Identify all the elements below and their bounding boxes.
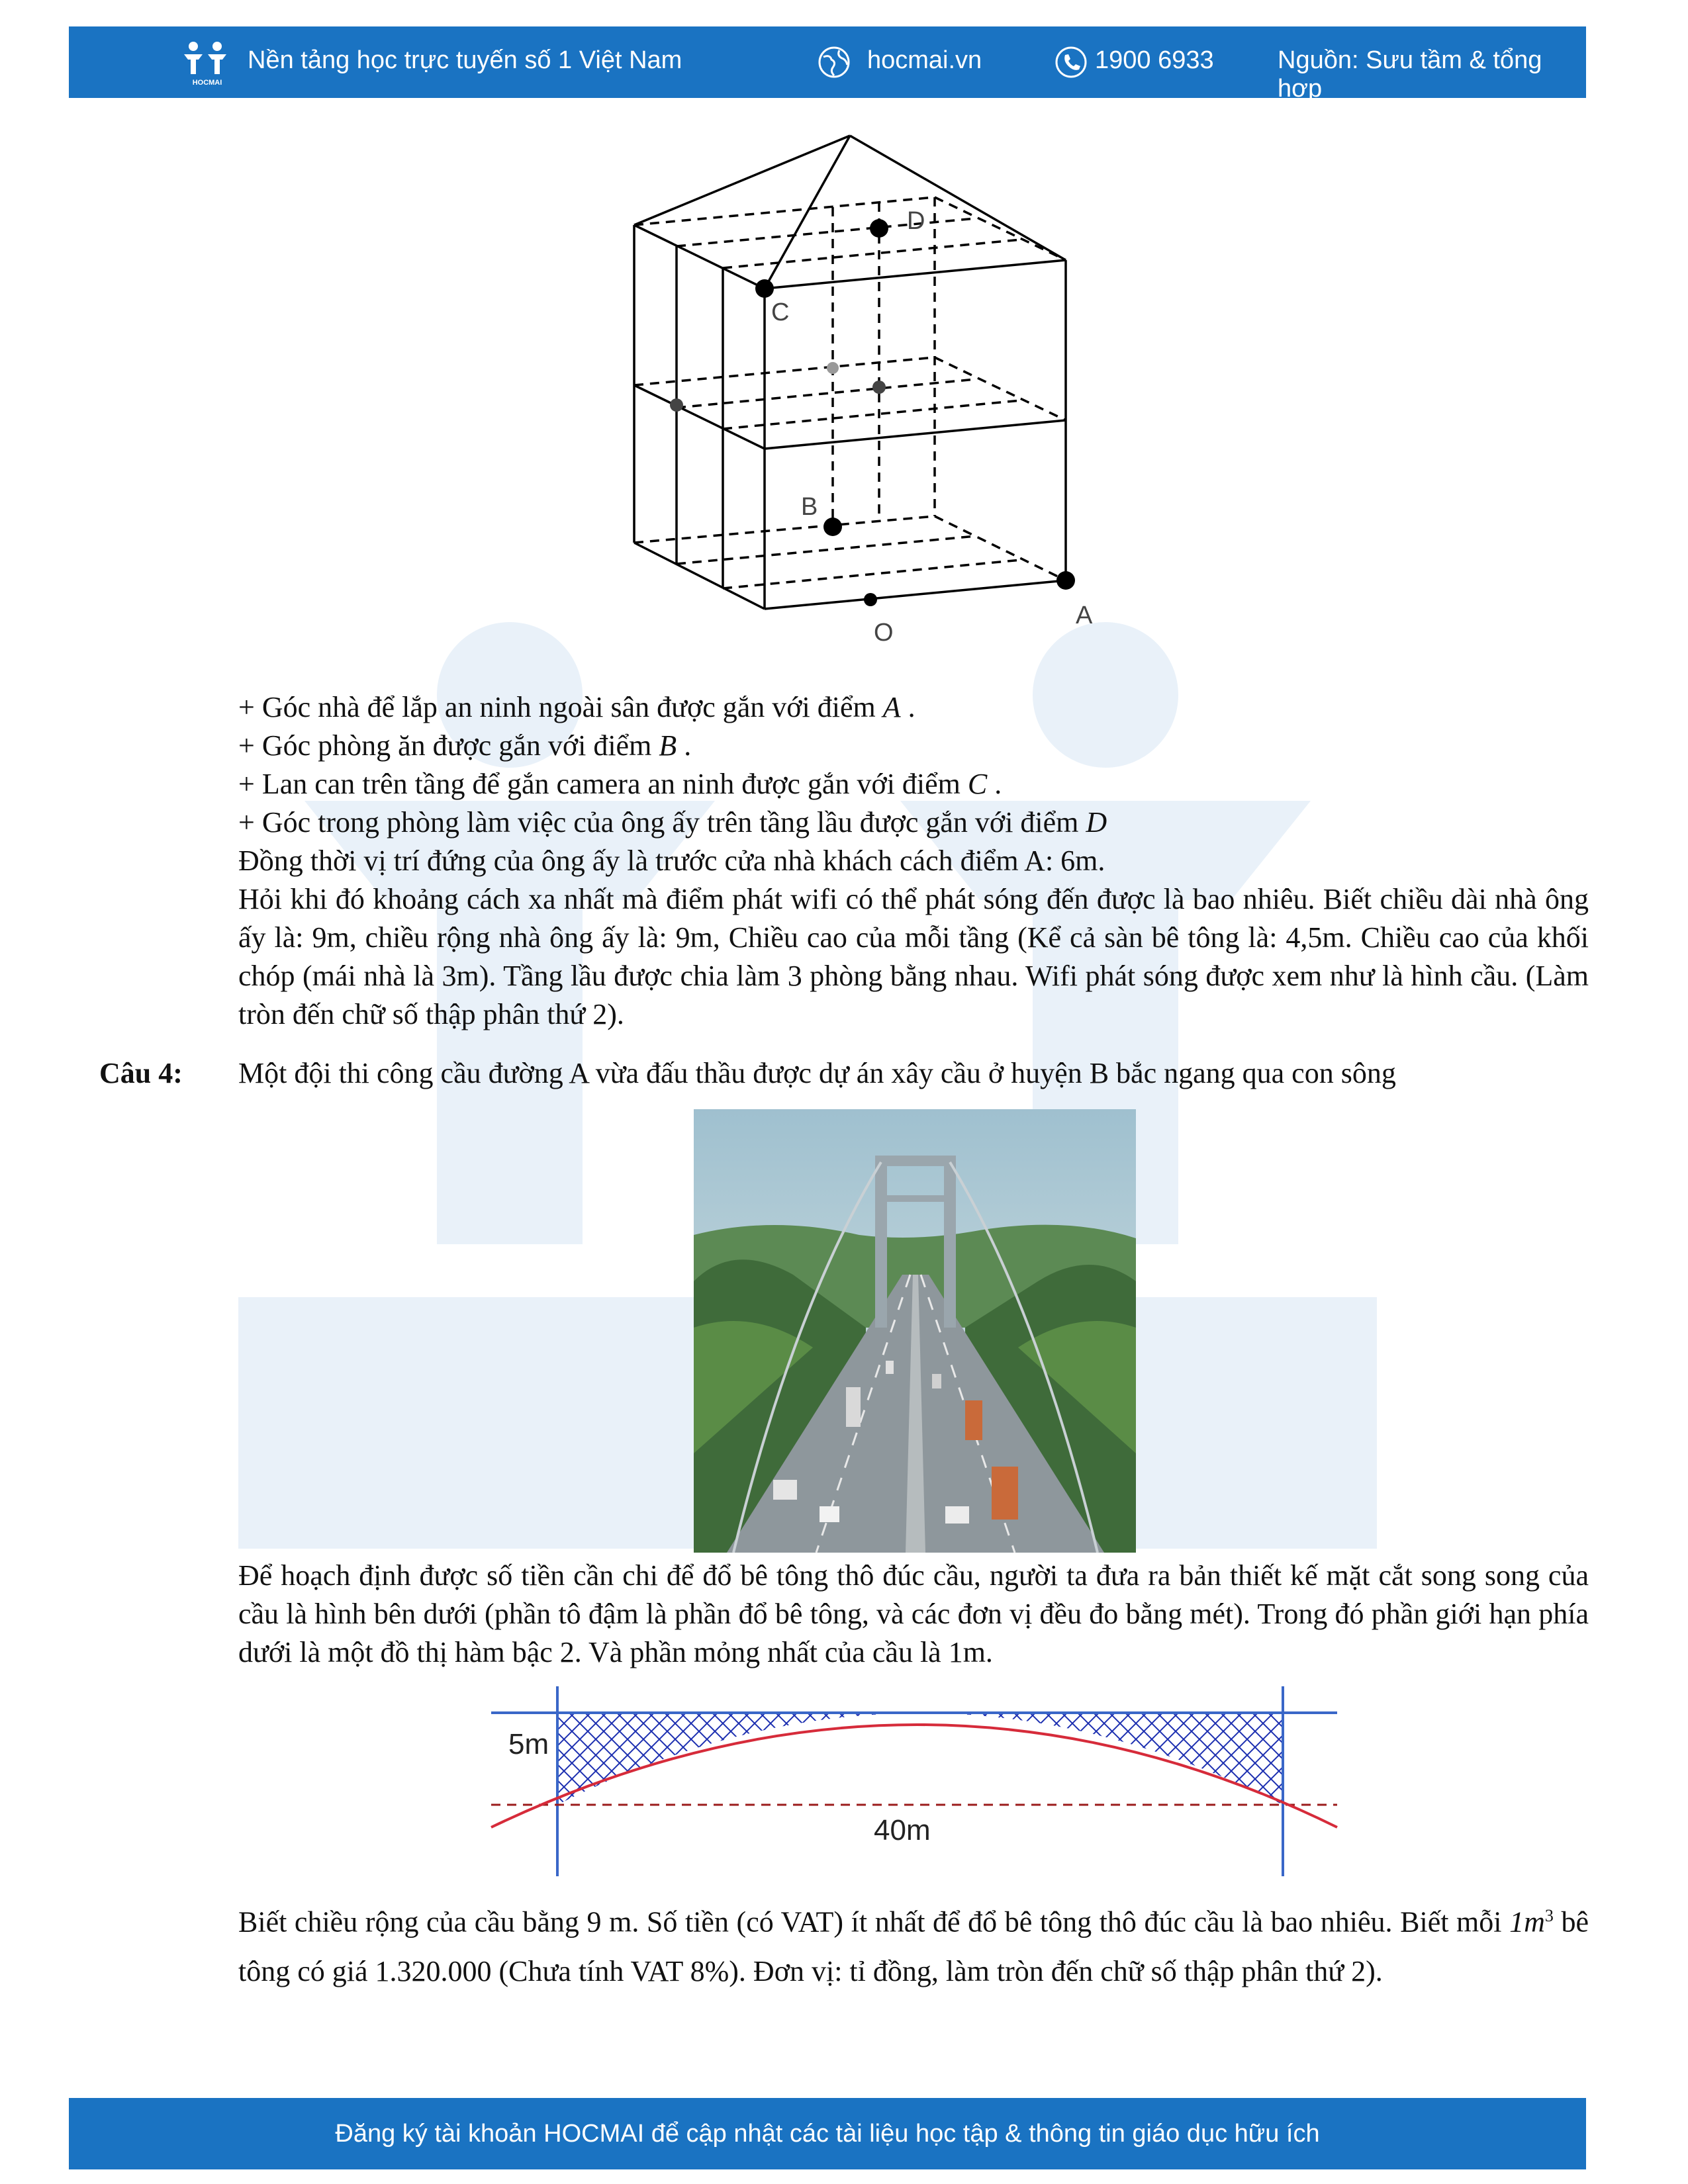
q3-line-3: + Lan can trên tầng để gắn camera an ninh được gắn với điểm C . — [238, 768, 1002, 800]
hocmai-logo-icon — [180, 40, 234, 87]
q4-intro: Một đội thi công cầu đường A vừa đấu thầu được dự án xây cầu ở huyện B bắc ngang qua con sông — [238, 1057, 1396, 1089]
label-b: B — [801, 493, 818, 521]
q3-line-4: + Góc trong phòng làm việc của ông ấy trên tầng lầu được gắn với điểm D — [238, 806, 1107, 839]
house-diagram — [596, 126, 1139, 655]
header-phone[interactable]: 1900 6933 — [1095, 46, 1214, 74]
header-tagline: Nền tảng học trực tuyến số 1 Việt Nam — [248, 46, 682, 74]
q4-paragraph: Để hoạch định được số tiền cần chi để đổ bê tông thô đúc cầu, người ta đưa ra bản thiết kế mặt cắt song song của cầu là hình bên dưới (phần tô đậm là phần đổ bê tông, và các đơn vị đều đo bằng mét). Trong đó phần giới hạn phía dưới là một đồ thị hàm bậc 2. Và phần mỏng nhất của cầu là 1m. — [238, 1559, 1589, 1668]
q3-line-5: Đồng thời vị trí đứng của ông ấy là trước cửa nhà khách cách điểm A: 6m. — [238, 844, 1105, 877]
label-d: D — [907, 207, 925, 235]
length-label: 40m — [874, 1814, 931, 1846]
bottom-banner[interactable]: Đăng ký tài khoản HOCMAI để cập nhật các tài liệu học tập & thông tin giáo dục hữu ích — [69, 2098, 1586, 2169]
bridge-photo — [694, 1109, 1136, 1553]
height-label: 5m — [508, 1728, 549, 1760]
label-c: C — [771, 298, 790, 326]
q3-line-2: + Góc phòng ăn được gắn với điểm B . — [238, 729, 692, 762]
header-website-link[interactable]: hocmai.vn — [867, 46, 982, 74]
q4-label: Câu 4: — [99, 1057, 183, 1089]
phone-icon — [1054, 45, 1088, 79]
q3-paragraph: Hỏi khi đó khoảng cách xa nhất mà điểm phát wifi có thể phát sóng đến được là bao nhiêu. Biết chiều dài nhà ông ấy là: 9m, chiều rộng nhà ông ấy là: 9m, Chiều cao của mỗi tầng (Kể cả sàn bê tông là: 4,5m. Chiều cao của khối chóp (mái nhà là 3m). Tầng lầu được chia làm 3 phòng bằng nhau. Wifi phát sóng được xem như là hình cầu. (Làm tròn đến chữ số thập phân thứ 2). — [238, 883, 1589, 1030]
header-source: Nguồn: Sưu tầm & tổng hợp — [1278, 46, 1542, 103]
label-o: O — [874, 619, 894, 647]
q4-final-paragraph: Biết chiều rộng của cầu bằng 9 m. Số tiền (có VAT) ít nhất để đổ bê tông thô đúc cầu là bao nhiêu. Biết mỗi $1m^3$ bê tông có giá 1.320.000 (Chưa tính VAT 8%). Đơn vị: tỉ đồng, làm tròn đến chữ số thập phân thứ 2). — [238, 1905, 1589, 1987]
top-banner — [69, 26, 1586, 103]
q3-line-1: + Góc nhà để lắp an ninh ngoài sân được gắn với điểm A . — [238, 691, 915, 723]
svg-text:HOCMAI: HOCMAI — [192, 79, 222, 87]
label-a: A — [1076, 602, 1093, 629]
bridge-cross-section — [483, 1668, 1350, 1880]
globe-icon — [817, 45, 851, 79]
